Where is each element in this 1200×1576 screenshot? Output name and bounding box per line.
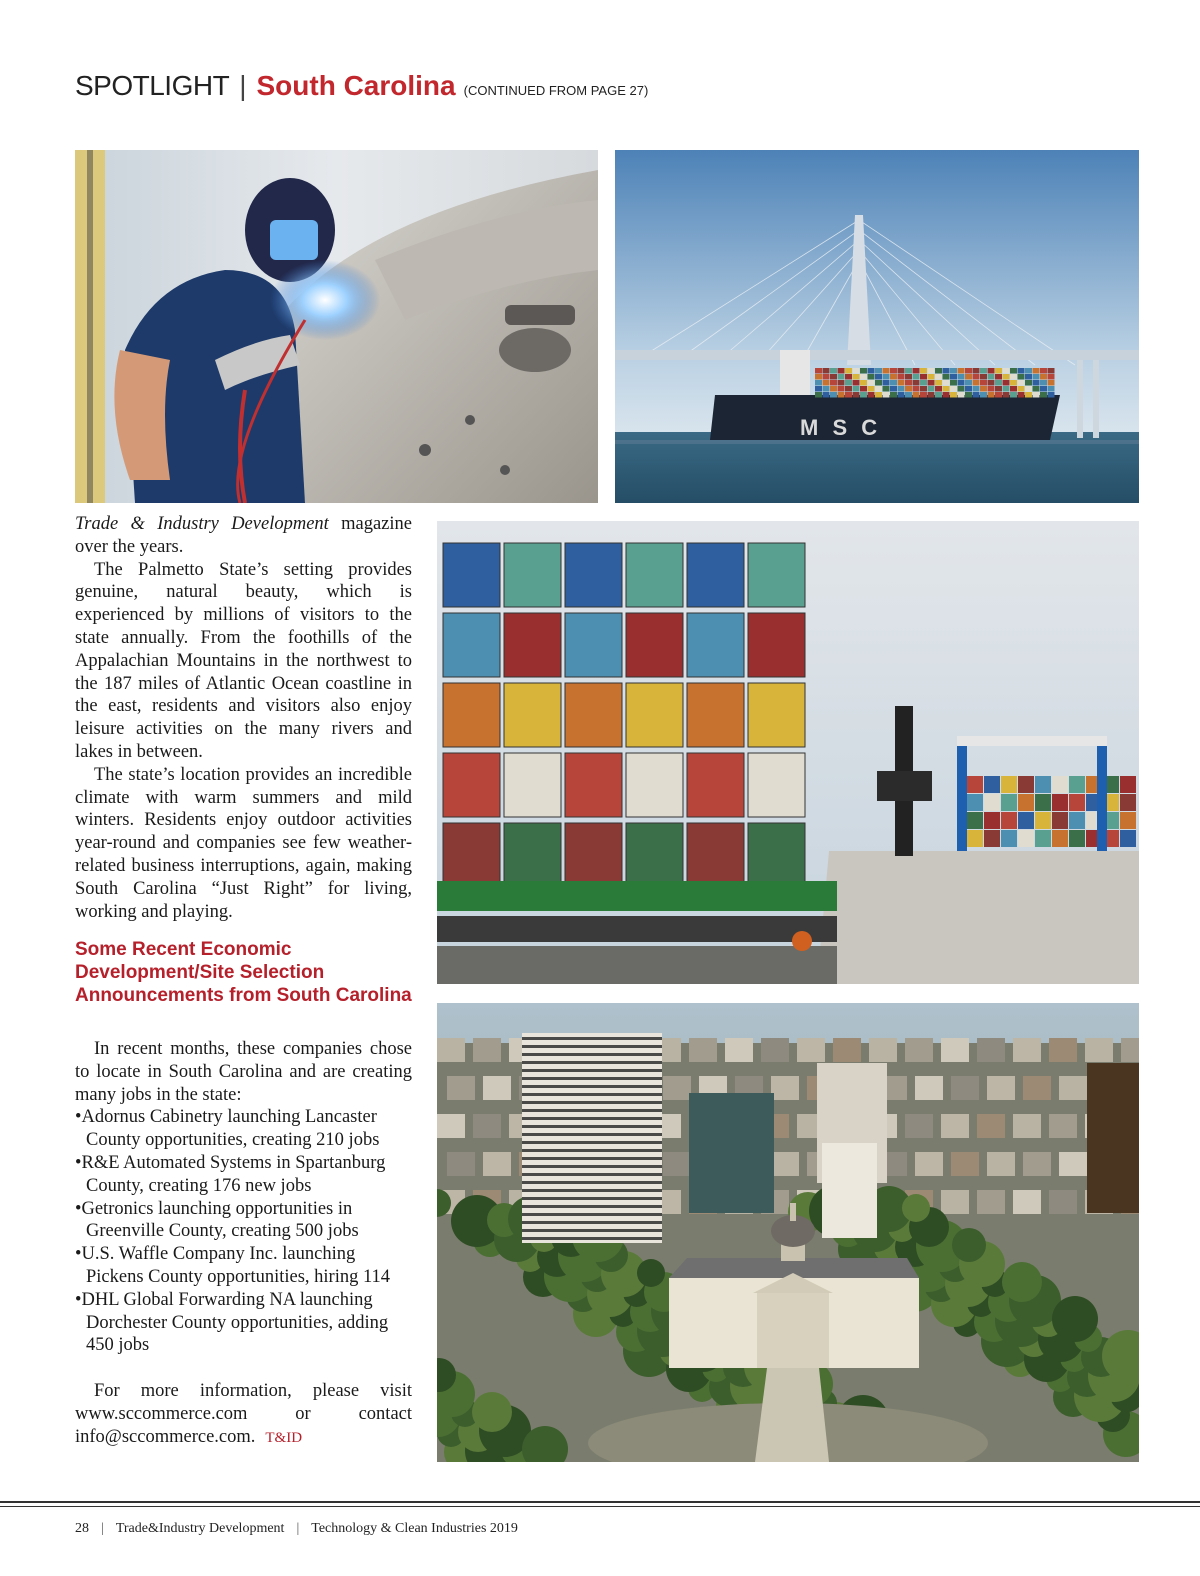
end-mark: T&ID	[265, 1429, 303, 1446]
state-title: South Carolina	[256, 70, 456, 101]
ship-photo	[615, 150, 1139, 503]
footer-separator: |	[296, 1521, 300, 1536]
section-subhead: Some Recent Economic Development/Site Selection Announcements from South Carolina	[75, 939, 412, 1006]
page-header	[75, 70, 648, 110]
ship-hull-text: M S C	[800, 415, 882, 440]
list-item: • U.S. Waffle Company Inc. launching Pickens County opportunities, hiring 114	[75, 1243, 412, 1289]
list-item: • DHL Global Forwarding NA launching Dorchester County opportunities, adding 450 jobs	[75, 1289, 412, 1357]
footer-rule	[0, 1501, 1200, 1503]
welder-photo	[75, 150, 598, 503]
announcements-list	[75, 1106, 412, 1357]
footer-separator: |	[101, 1521, 104, 1536]
list-item: • R&E Automated Systems in Spartanburg County, creating 176 new jobs	[75, 1152, 412, 1198]
section-label: SPOTLIGHT	[75, 70, 230, 101]
header-separator: |	[239, 70, 247, 101]
page-number: 28	[75, 1521, 89, 1536]
magazine-name-italic: Trade & Industry Development	[75, 514, 329, 534]
intro-text: magazine over the years.	[75, 514, 412, 557]
list-item: • Getronics launching opportunities in Greenville County, creating 500 jobs	[75, 1198, 412, 1244]
paragraph-setting: The Palmetto State’s setting provides genuine, natural beauty, which is experienced by millions of visitors to the state annually. From the foothills of the Appalachian Mountains in the northwest to the 187 miles of Atlantic Ocean coastline in the east, residents and visitors also enjoy leisure activities on the many rivers and lakes in between.	[75, 559, 412, 762]
continued-note: (CONTINUED FROM PAGE 27)	[463, 83, 649, 98]
announcements-intro: In recent months, these companies chose to locate in South Carolina and are creating many jobs in the state:	[75, 1039, 412, 1105]
closing-text: For more information, please visit www.sccommerce.com or contact info@sccommerce.com.	[75, 1381, 412, 1447]
page-footer	[75, 1521, 518, 1537]
list-item: • Adornus Cabinetry launching Lancaster County opportunities, creating 210 jobs	[75, 1106, 412, 1152]
paragraph-climate: The state’s location provides an incredible climate with warm summers and mild winters. Residents enjoy outdoor activities year-round and companies see few weather-related business interruptions, again, making South Carolina “Just Right” for living, working and playing.	[75, 764, 412, 922]
footer-magazine: Trade&Industry Development	[115, 1521, 285, 1536]
footer-rule-thin	[0, 1506, 1200, 1507]
containers-photo	[437, 521, 1139, 984]
capitol-photo	[437, 1003, 1139, 1462]
article-body-bottom	[75, 1038, 412, 1450]
footer-issue: Technology & Clean Industries 2019	[311, 1521, 518, 1536]
article-body-top	[75, 513, 412, 923]
